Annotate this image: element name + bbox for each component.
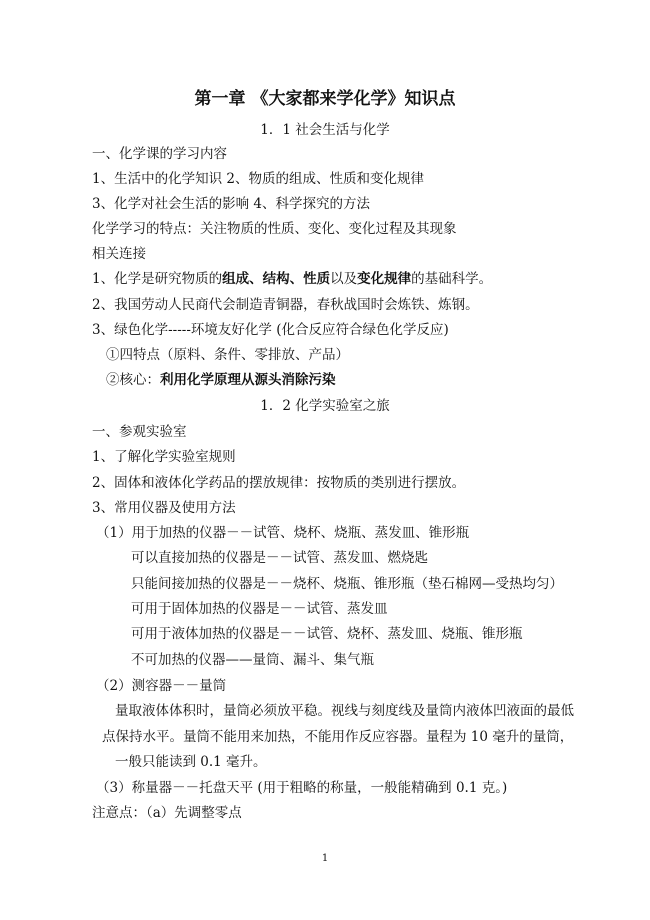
- bold-text: 利用化学原理从源头消除污染: [160, 372, 336, 388]
- text-line: [106, 371, 336, 389]
- text-line: 2、我国劳动人民商代会制造青铜器，春秋战国时会炼铁、炼钢。: [92, 297, 479, 313]
- section-heading-1-2: 1．2 化学实验室之旅: [260, 398, 390, 414]
- text-line: 1、生活中的化学知识 2、物质的组成、性质和变化规律: [92, 171, 424, 187]
- text-line: （3）称量器－－托盘天平 (用于粗略的称量，一般能精确到 0.1 克。): [96, 780, 508, 796]
- text-line: 化学学习的特点：关注物质的性质、变化、变化过程及其现象: [92, 221, 457, 237]
- text-span: 1、化学是研究物质的: [92, 271, 223, 287]
- text-line: （1）用于加热的仪器－－试管、烧杯、烧瓶、蒸发皿、锥形瓶: [96, 525, 470, 541]
- text-line: 量取液体体积时，量筒必须放平稳。视线与刻度线及量筒内液体凹液面的最低: [115, 703, 574, 719]
- heading-study-content: 一、化学课的学习内容: [92, 146, 227, 162]
- text-line: 1、了解化学实验室规则: [92, 449, 236, 465]
- text-line: 一般只能读到 0.1 毫升。: [115, 754, 267, 770]
- page-title: 第一章 《大家都来学化学》知识点: [194, 89, 456, 109]
- text-span: ②核心：: [106, 372, 160, 388]
- text-line: 点保持水平。量筒不能用来加热，不能用作反应容器。量程为 10 毫升的量筒，: [102, 729, 574, 745]
- text-line: 3、常用仪器及使用方法: [92, 500, 236, 516]
- text-line: ①四特点（原料、条件、零排放、产品）: [106, 347, 349, 363]
- text-line: 2、固体和液体化学药品的摆放规律：按物质的类别进行摆放。: [92, 475, 466, 491]
- text-line: [92, 270, 492, 288]
- text-line: 只能间接加热的仪器是－－烧杯、烧瓶、锥形瓶（垫石棉网—受热均匀）: [131, 576, 563, 592]
- heading-visit-lab: 一、参观实验室: [92, 424, 187, 440]
- text-line: 可用于固体加热的仪器是－－试管、蒸发皿: [131, 601, 388, 617]
- text-line: （2）测容器－－量筒: [96, 678, 227, 694]
- text-span: 的基础科学。: [411, 271, 493, 287]
- text-line: 可以直接加热的仪器是－－试管、蒸发皿、燃烧匙: [131, 550, 428, 566]
- text-line: 3、绿色化学-----环境友好化学 (化合反应符合绿色化学反应): [92, 322, 449, 338]
- section-heading-1-1: 1．1 社会生活与化学: [260, 122, 390, 138]
- text-line: 3、化学对社会生活的影响 4、科学探究的方法: [92, 196, 370, 212]
- page-number: 1: [321, 853, 329, 864]
- text-line: 注意点：（a）先调整零点: [92, 805, 242, 821]
- text-line: 可用于液体加热的仪器是－－试管、烧杯、蒸发皿、烧瓶、锥形瓶: [131, 626, 523, 642]
- text-line: 不可加热的仪器——量筒、漏斗、集气瓶: [131, 652, 374, 668]
- heading-related-links: 相关连接: [92, 246, 146, 262]
- text-span: 以及: [330, 271, 358, 287]
- bold-text: 变化规律: [357, 271, 412, 287]
- bold-text: 组成、结构、性质: [222, 271, 331, 287]
